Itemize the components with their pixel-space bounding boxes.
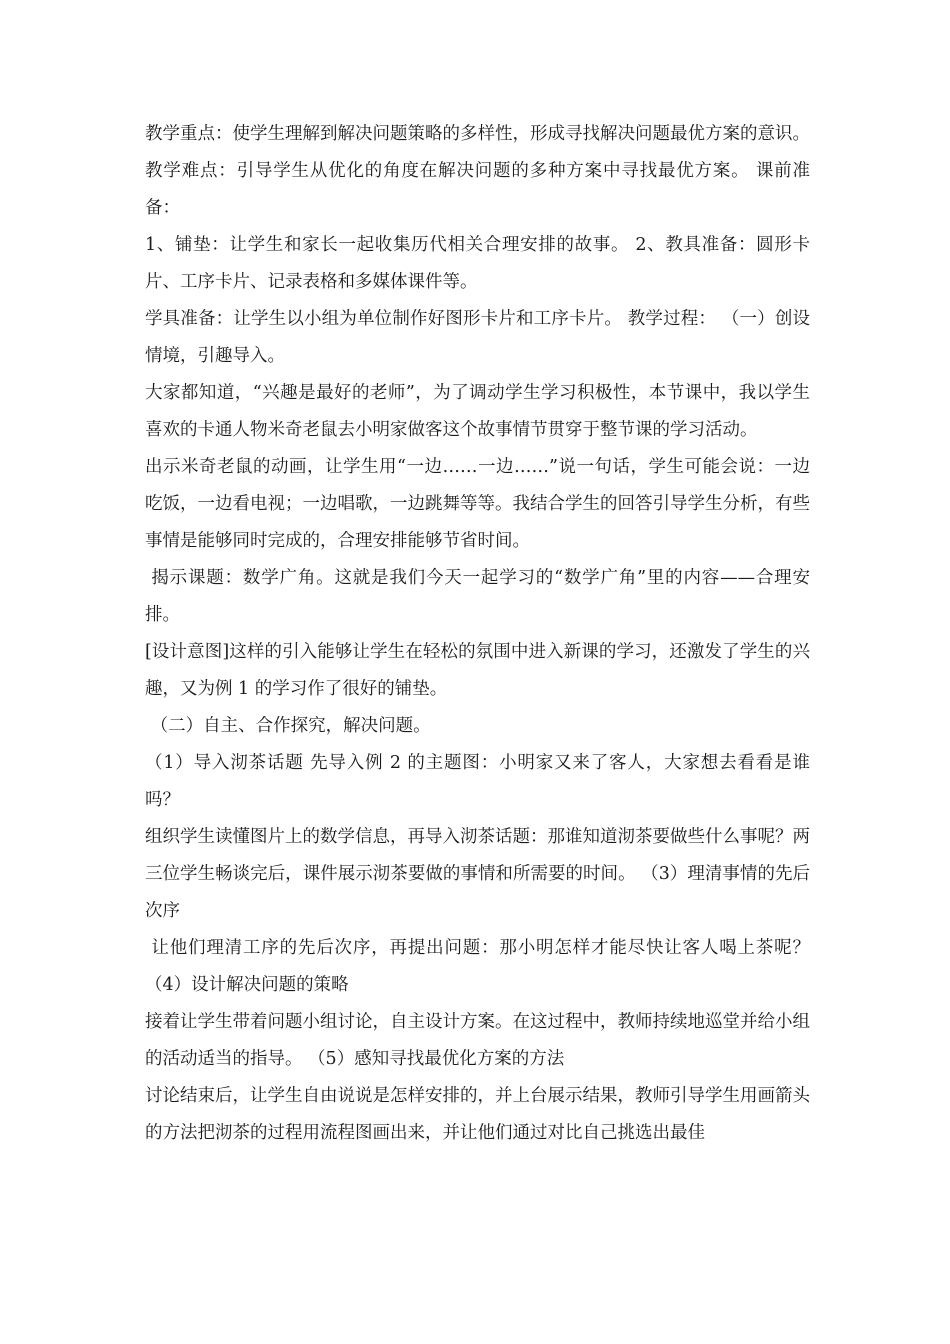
paragraph-read-picture: 组织学生读懂图片上的数学信息，再导入沏茶话题：那谁知道沏茶要做些什么事呢？两三位学生畅谈完后，课件展示沏茶要做的事情和所需要的时间。 （3）理清事情的先后次序 (145, 827, 810, 921)
paragraph-design-intent: [设计意图]这样的引入能够让学生在轻松的氛围中进入新课的学习，还激发了学生的兴趣，又为例 1 的学习作了很好的铺垫。 (145, 642, 810, 699)
paragraph-discussion-result: 讨论结束后，让学生自由说说是怎样安排的，并上台展示结果，教师引导学生用画箭头的方法把沏茶的过程用流程图画出来，并让他们通过对比自己挑选出最佳 (145, 1086, 810, 1143)
paragraph-reveal-topic: 揭示课题：数学广角。这就是我们今天一起学习的“数学广角”里的内容——合理安排。 (145, 568, 810, 625)
paragraph-group-discussion: 接着让学生带着问题小组讨论，自主设计方案。在这过程中，教师持续地巡堂并给小组的活动适当的指导。 （5）感知寻找最优化方案的方法 (145, 1012, 810, 1069)
document-body (145, 116, 816, 1152)
paragraph-section-two-heading: （二）自主、合作探究，解决问题。 (145, 716, 431, 736)
paragraph-student-materials: 学具准备：让学生以小组为单位制作好图形卡片和工序卡片。 教学过程： （一）创设情境，引趣导入。 (145, 309, 810, 366)
paragraph-process-order: 让他们理清工序的先后次序，再提出问题：那小明怎样才能尽快让客人喝上茶呢？ （4）设计解决问题的策略 (145, 938, 816, 995)
paragraph-tea-topic: （1）导入沏茶话题 先导入例 2 的主题图：小明家又来了客人，大家想去看看是谁吗？ (145, 753, 810, 810)
paragraph-teaching-focus: 教学重点：使学生理解到解决问题策略的多样性，形成寻找解决问题最优方案的意识。 教学难点：引导学生从优化的角度在解决问题的多种方案中寻找最优方案。 课前准备： (145, 124, 816, 218)
paragraph-preparation: 1、铺垫：让学生和家长一起收集历代相关合理安排的故事。 2、教具准备：圆形卡片、工序卡片、记录表格和多媒体课件等。 (145, 235, 811, 292)
paragraph-interest-intro: 大家都知道，“兴趣是最好的老师”，为了调动学生学习积极性，本节课中，我以学生喜欢的卡通人物米奇老鼠去小明家做客这个故事情节贯穿于整节课的学习活动。 (145, 383, 810, 440)
paragraph-mickey-animation: 出示米奇老鼠的动画，让学生用“一边……一边……”说一句话，学生可能会说：一边吃饭，一边看电视；一边唱歌，一边跳舞等等。我结合学生的回答引导学生分析，有些事情是能够同时完成的，合理安排能够节省时间。 (145, 457, 810, 551)
